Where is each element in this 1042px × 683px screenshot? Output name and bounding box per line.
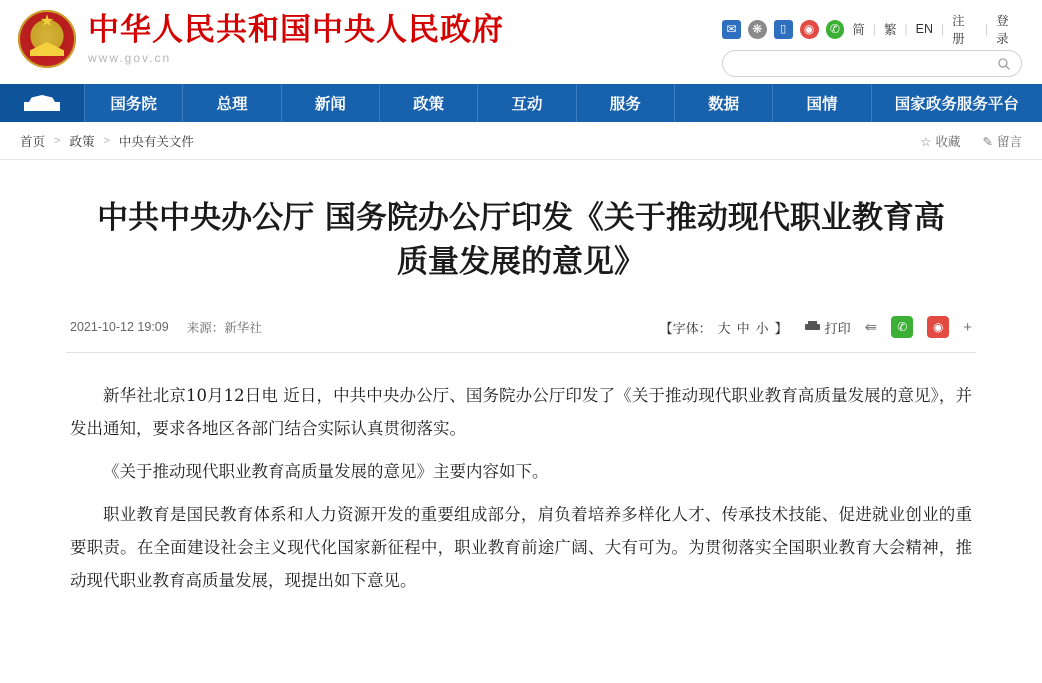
message-button[interactable]	[983, 132, 1023, 150]
font-size-small[interactable]: 小	[755, 320, 769, 336]
main-nav	[0, 84, 1042, 122]
nav-home-button[interactable]	[0, 84, 84, 122]
article-meta	[66, 316, 976, 353]
star-icon: ☆	[920, 134, 932, 149]
source-value: 新华社	[224, 321, 262, 336]
article	[66, 160, 976, 597]
mobile-icon[interactable]: ▯	[774, 20, 793, 39]
font-size-prefix: 【字体：	[659, 320, 712, 336]
source-label: 来源：	[186, 321, 225, 336]
wechat-icon[interactable]: ✆	[826, 20, 845, 39]
font-size-control	[657, 318, 791, 337]
breadcrumb	[0, 122, 1042, 160]
nav-item-zongli[interactable]: 总理	[182, 84, 280, 122]
login-link[interactable]: 登录	[996, 14, 1009, 46]
article-paragraph: 《关于推动现代职业教育高质量发展的意见》主要内容如下。	[103, 462, 549, 482]
header-divider: |	[985, 22, 989, 36]
lang-simplified-link[interactable]: 简	[852, 23, 865, 37]
rss-icon[interactable]: ❋	[748, 20, 767, 39]
breadcrumb-item-home[interactable]: 首页	[20, 134, 46, 149]
font-size-medium[interactable]: 中	[736, 320, 750, 336]
breadcrumb-item-policy[interactable]: 政策	[69, 134, 95, 149]
print-button[interactable]	[805, 318, 851, 337]
gate-icon	[22, 93, 62, 113]
brand-text	[88, 13, 504, 65]
favorite-button[interactable]	[920, 132, 960, 150]
source-group	[187, 318, 262, 336]
publish-date: 2021-10-12 19:09	[70, 320, 169, 335]
site-title: 中华人民共和国中央人民政府	[88, 11, 504, 48]
nav-item-guowuyuan[interactable]: 国务院	[84, 84, 182, 122]
header-right	[722, 14, 1022, 77]
page-title: 中共中央办公厅 国务院办公厅印发《关于推动现代职业教育高质量发展的意见》	[97, 200, 945, 281]
article-meta-left	[70, 318, 262, 336]
national-emblem-icon	[18, 10, 76, 68]
nav-item-government-service-platform[interactable]: 国家政务服务平台	[871, 84, 1042, 122]
header-icon-row	[722, 14, 1022, 46]
header-divider: |	[904, 22, 908, 36]
search-icon[interactable]	[997, 57, 1011, 71]
message-label: 留言	[996, 134, 1022, 149]
breadcrumb-separator-icon: >	[54, 134, 61, 147]
lang-english-link[interactable]: EN	[915, 22, 934, 36]
breadcrumb-separator-icon: >	[103, 134, 110, 147]
header-divider: |	[941, 22, 945, 36]
search-input[interactable]	[733, 51, 997, 76]
pencil-icon: ✎	[982, 134, 993, 149]
article-meta-right	[657, 316, 972, 338]
header-divider: |	[872, 22, 877, 36]
more-share-button[interactable]: +	[963, 318, 972, 336]
nav-item-guoqing[interactable]: 国情	[772, 84, 870, 122]
nav-item-xinwen[interactable]: 新闻	[281, 84, 379, 122]
wechat-share-icon[interactable]: ✆	[891, 316, 913, 338]
font-size-large[interactable]: 大	[717, 320, 731, 336]
print-label: 打印	[824, 320, 851, 336]
nav-item-fuwu[interactable]: 服务	[576, 84, 674, 122]
nav-item-shuju[interactable]: 数据	[674, 84, 772, 122]
font-size-suffix: 】	[774, 320, 788, 336]
share-node-icon[interactable]: ⇚	[864, 319, 878, 337]
register-link[interactable]: 注册	[952, 14, 965, 46]
lang-traditional-link[interactable]: 繁	[884, 23, 897, 37]
site-url: www.gov.cn	[88, 51, 172, 66]
mail-icon[interactable]: ✉	[722, 20, 741, 39]
nav-item-hudong[interactable]: 互动	[477, 84, 575, 122]
article-paragraph: 职业教育是国民教育体系和人力资源开发的重要组成部分，肩负着培养多样化人才、传承技术技能、促进就业创业的重要职责。在全面建设社会主义现代化国家新征程中，职业教育前途广阔、大有可为。为贯彻落实全国职业教育大会精神，推动现代职业教育高质量发展，现提出如下意见。	[70, 505, 972, 591]
breadcrumb-item-central-documents[interactable]: 中央有关文件	[118, 134, 194, 149]
site-header	[0, 0, 1042, 84]
breadcrumb-actions	[920, 132, 1022, 150]
weibo-share-icon[interactable]: ◉	[927, 316, 949, 338]
site-brand[interactable]	[18, 10, 504, 68]
printer-icon	[805, 321, 820, 333]
search-box[interactable]	[722, 50, 1022, 77]
favorite-label: 收藏	[935, 134, 961, 149]
article-body	[66, 379, 976, 597]
weibo-icon[interactable]: ◉	[800, 20, 819, 39]
article-paragraph: 新华社北京10月12日电 近日，中共中央办公厅、国务院办公厅印发了《关于推动现代职业教育高质量发展的意见》，并发出通知，要求各地区各部门结合实际认真贯彻落实。	[70, 386, 972, 439]
nav-item-zhengce[interactable]: 政策	[379, 84, 477, 122]
